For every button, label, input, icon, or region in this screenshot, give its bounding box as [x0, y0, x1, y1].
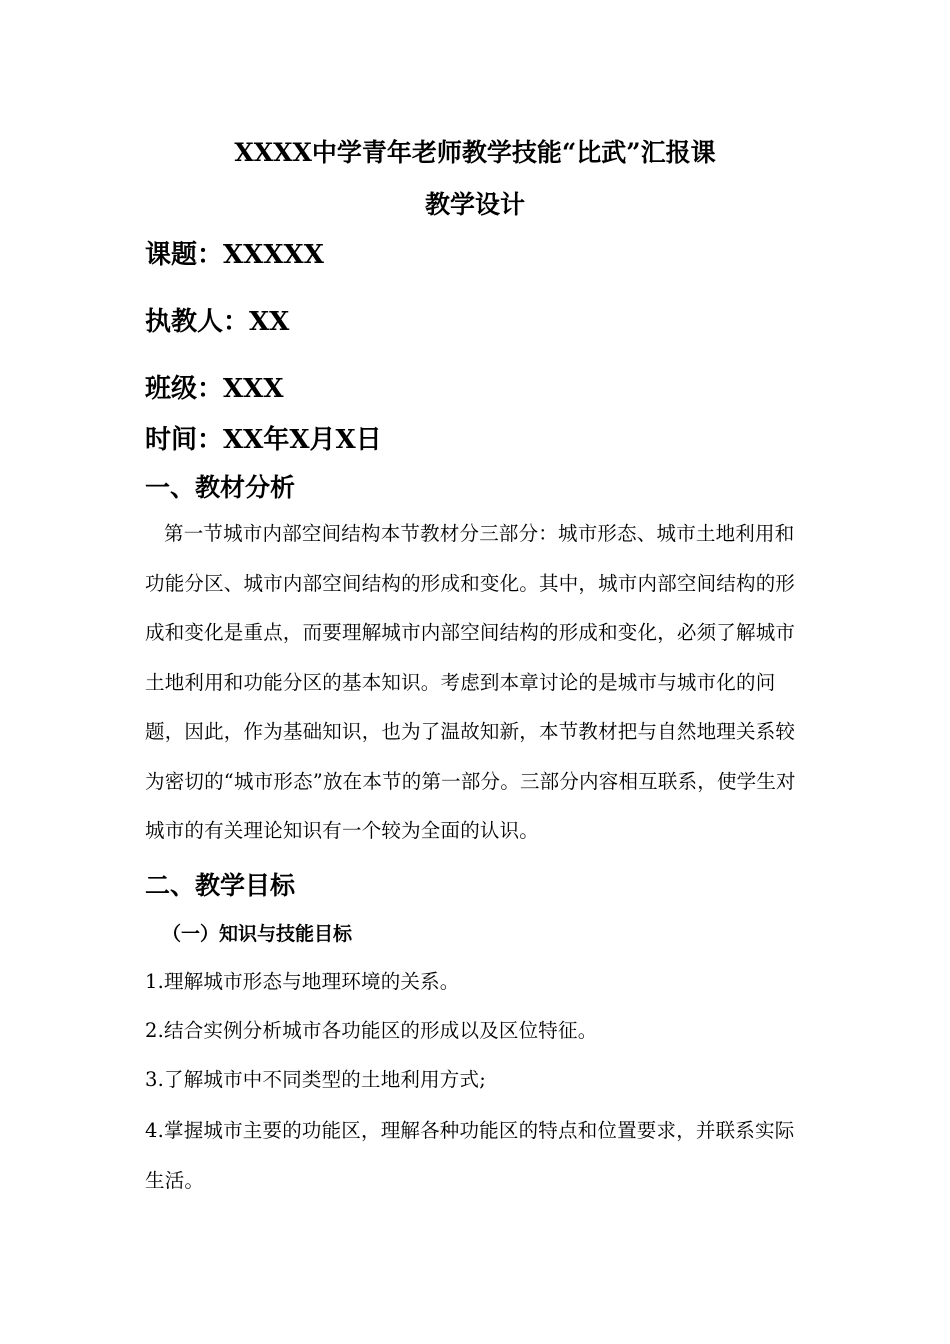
section-heading-objectives: 二、教学目标 — [145, 871, 296, 900]
class-field: 班级：XXX — [145, 374, 284, 404]
list-item: 3.了解城市中不同类型的土地利用方式; — [145, 1068, 486, 1091]
document-subtitle: 教学设计 — [424, 190, 525, 219]
topic-field: 课题：XXXXX — [145, 240, 324, 270]
time-field: 时间：XX年X月X日 — [145, 425, 382, 455]
list-item: 1.理解城市形态与地理环境的关系。 — [145, 970, 460, 993]
list-item: 2.结合实例分析城市各功能区的形成以及区位特征。 — [145, 1019, 598, 1042]
subheading-knowledge-skills: （一）知识与技能目标 — [162, 923, 353, 945]
section-heading-materials: 一、教材分析 — [145, 473, 296, 502]
list-item: 4.掌握城市主要的功能区，理解各种功能区的特点和位置要求，并联系实际生活。 — [145, 1119, 795, 1192]
materials-analysis-paragraph: 第一节城市内部空间结构本节教材分三部分：城市形态、城市土地利用和功能分区、城市内部空间结构的形成和变化。其中，城市内部空间结构的形成和变化是重点，而要理解城市内部空间结构的形成和变化，必须了解城市土地利用和功能分区的基本知识。考虑到本章讨论的是城市与城市化的问题，因此，作为基础知识，也为了温故知新，本节教材把与自然地理关系较为密切的“城市形态”放在本节的第一部分。三部分内容相互联系，使学生对城市的有关理论知识有一个较为全面的认识。 — [145, 522, 796, 842]
teacher-field: 执教人：XX — [145, 307, 290, 337]
document-title: XXXX中学青年老师教学技能“比武”汇报课 — [234, 138, 716, 167]
